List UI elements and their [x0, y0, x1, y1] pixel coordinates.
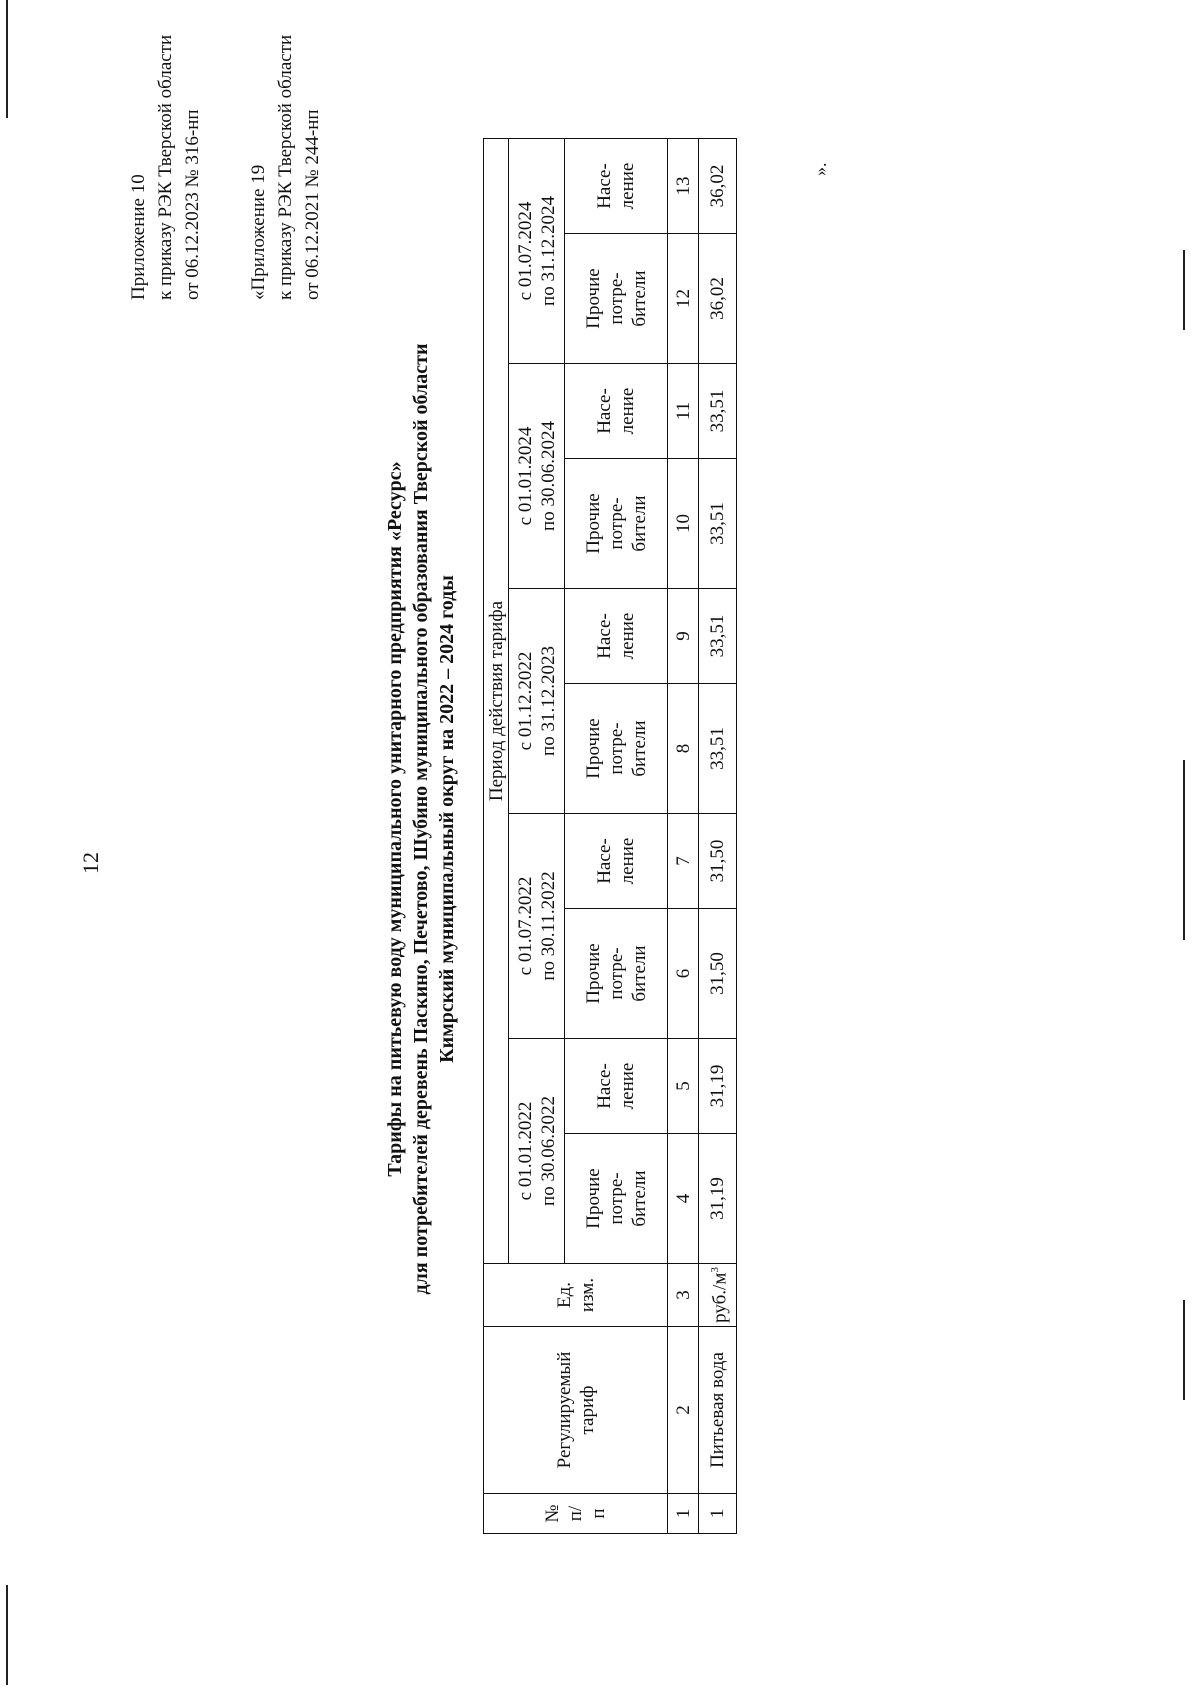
period-from: с 01.07.2024: [514, 201, 536, 301]
column-number: 11: [668, 364, 699, 459]
page-number: 12: [78, 852, 103, 874]
column-number: 3: [668, 1264, 699, 1327]
appendix-reference-new: [125, 35, 206, 300]
tariff-value: 33,51: [699, 364, 737, 459]
header-no: № п/ п: [484, 1494, 668, 1534]
period-to: по 30.06.2022: [537, 1096, 559, 1206]
appendix-old-line: «Приложение 19: [248, 164, 269, 300]
appendix-old-line: к приказу РЭК Тверской области: [275, 34, 296, 300]
header-period-range: [509, 139, 565, 364]
header-other-consumers: Прочие потре- бители: [565, 459, 668, 589]
tariff-value: 33,51: [699, 589, 737, 684]
tariff-value: 31,50: [699, 909, 737, 1039]
column-number: 7: [668, 814, 699, 909]
column-number: 9: [668, 589, 699, 684]
header-population: Насе- ление: [565, 139, 668, 234]
header-period-range: [509, 814, 565, 1039]
column-number: 12: [668, 234, 699, 364]
header-period: Период действия тарифа: [484, 139, 509, 1264]
column-number: 1: [668, 1494, 699, 1534]
period-to: по 30.11.2022: [537, 871, 559, 981]
tariff-table: [483, 138, 737, 1534]
tariff-value: 31,19: [699, 1134, 737, 1264]
column-number: 8: [668, 684, 699, 814]
row-unit: [699, 1264, 737, 1327]
document-title: [382, 190, 460, 1448]
appendix-reference-old: [245, 35, 326, 300]
column-number: 10: [668, 459, 699, 589]
header-period-range: [509, 364, 565, 589]
header-population: Насе- ление: [565, 1039, 668, 1134]
header-tariff: Регулируемый тариф: [484, 1327, 668, 1494]
period-to: по 31.12.2024: [537, 196, 559, 306]
header-period-range: [509, 1039, 565, 1264]
header-other-consumers: Прочие потре- бители: [565, 909, 668, 1039]
appendix-new-line: от 06.12.2023 № 316-нп: [182, 109, 203, 300]
header-population: Насе- ление: [565, 364, 668, 459]
appendix-old-line: от 06.12.2021 № 244-нп: [302, 109, 323, 300]
header-period-range: [509, 589, 565, 814]
period-to: по 31.12.2023: [537, 646, 559, 756]
appendix-new-line: к приказу РЭК Тверской области: [155, 34, 176, 300]
row-no: 1: [699, 1494, 737, 1534]
unit-main: руб./м: [709, 1272, 731, 1323]
period-from: с 01.01.2024: [514, 426, 536, 526]
title-line: для потребителей деревень Паскино, Печетово, Шубино муниципального образования Тверской области: [410, 343, 432, 1295]
column-number: 2: [668, 1327, 699, 1494]
tariff-value: 33,51: [699, 684, 737, 814]
column-numbering-row: [668, 139, 699, 1534]
table-header-row: [484, 139, 509, 1534]
tariff-value: 31,19: [699, 1039, 737, 1134]
header-unit: Ед. изм.: [484, 1264, 668, 1327]
header-other-consumers: Прочие потре- бители: [565, 684, 668, 814]
period-from: с 01.01.2022: [514, 1101, 536, 1201]
header-population: Насе- ление: [565, 814, 668, 909]
period-from: с 01.12.2022: [514, 651, 536, 751]
header-other-consumers: Прочие потре- бители: [565, 1134, 668, 1264]
tariff-value: 36,02: [699, 139, 737, 234]
table-row: [699, 139, 737, 1534]
row-tariff: Питьевая вода: [699, 1327, 737, 1494]
title-line: Тарифы на питьевую воду муниципального унитарного предприятия «Ресурс»: [384, 461, 406, 1177]
column-number: 4: [668, 1134, 699, 1264]
header-population: Насе- ление: [565, 589, 668, 684]
column-number: 13: [668, 139, 699, 234]
tariff-value: 33,51: [699, 459, 737, 589]
unit-superscript: 3: [708, 1267, 721, 1273]
tariff-value: 36,02: [699, 234, 737, 364]
tariff-value: 31,50: [699, 814, 737, 909]
header-other-consumers: Прочие потре- бители: [565, 234, 668, 364]
period-to: по 30.06.2024: [537, 421, 559, 531]
appendix-new-line: Приложение 10: [128, 174, 149, 300]
closing-quote: ».: [810, 162, 830, 176]
column-number: 6: [668, 909, 699, 1039]
column-number: 5: [668, 1039, 699, 1134]
title-line: Кимрский муниципальный округ на 2022 – 2024 годы: [436, 575, 458, 1063]
period-from: с 01.07.2022: [514, 876, 536, 976]
